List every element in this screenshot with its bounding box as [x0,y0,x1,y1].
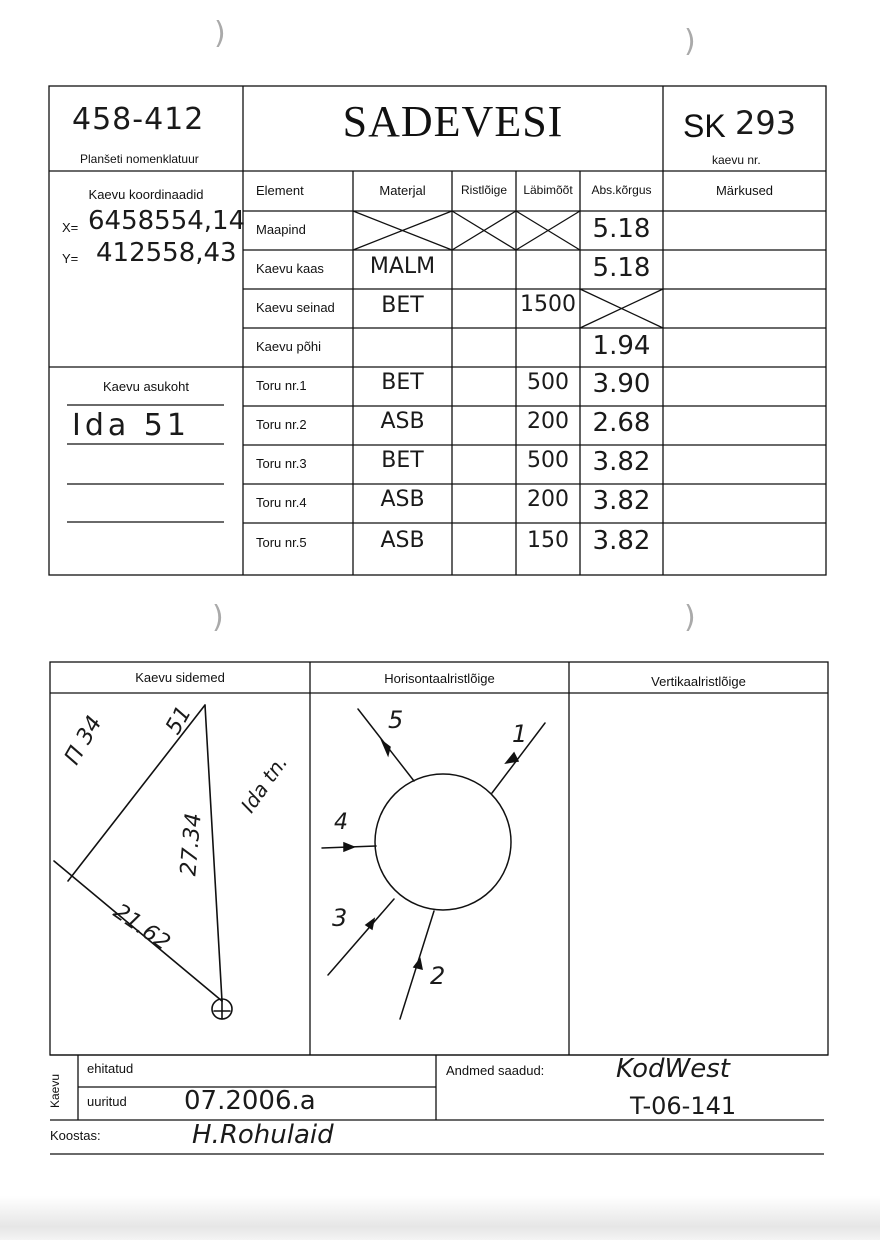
pipe-label-4: 4 [334,810,348,835]
sheet-number: 458-412 [72,102,205,137]
horizontal-section-label: Horisontaalristlõige [384,671,495,686]
header-notes: Märkused [715,183,774,198]
author-name: H.Rohulaid [192,1120,334,1150]
well-label: kaevu nr. [712,153,761,167]
street-label: Ida tn. [235,750,293,818]
header-abs-height: Abs.kõrgus [591,183,652,197]
row-element-label: Toru nr.2 [256,417,307,432]
data-source-label: Andmed saadud: [446,1063,545,1078]
row-height-value: 5.18 [592,214,651,244]
footer-side-label: Kaevu [48,1073,63,1109]
row-element-label: Kaevu seinad [256,300,335,315]
page-title: SADEVESI [342,97,564,146]
punch-mark: ) [214,16,226,51]
pipe-label-2: 2 [430,962,446,990]
scan-edge-shadow [0,1196,880,1240]
well-number: 293 [735,104,797,142]
header-cross-section: Ristlõige [460,183,508,197]
row-material-value: BET [381,448,424,473]
row-diameter-value: 500 [527,448,569,473]
data-source-company: KodWest [616,1054,730,1084]
tie-distance-a: 27.34 [176,812,207,877]
row-height-value: 1.94 [592,331,651,361]
row-height-value: 3.82 [592,526,651,556]
row-element-label: Toru nr.1 [256,378,307,393]
header-element: Element [256,183,304,198]
data-source-code: T-06-141 [630,1092,737,1120]
row-element-label: Toru nr.4 [256,495,307,510]
row-diameter-value: 1500 [520,292,576,317]
row-height-value: 3.90 [592,369,651,399]
vertical-section-label: Vertikaalristlõige [651,674,746,689]
row-element-label: Kaevu põhi [256,339,322,354]
y-coordinate: 412558,43 [96,238,237,268]
row-diameter-value: 200 [527,409,569,434]
row-height-value: 3.82 [592,447,651,477]
row-material-value: ASB [380,487,425,512]
punch-mark: ) [212,600,224,635]
tie-mark-b: 51 [161,702,197,739]
horizontal-section-sketch [310,693,569,1053]
header-diameter: Läbimõõt [523,183,573,197]
punch-mark: ) [684,600,696,635]
location-label: Kaevu asukoht [102,379,189,394]
row-element-label: Kaevu kaas [256,261,324,276]
x-prefix: X= [62,220,79,235]
row-diameter-value: 500 [527,370,569,395]
well-prefix: SK [683,108,726,144]
pipe-label-3: 3 [332,904,348,932]
tie-distance-b: 21.62 [108,899,175,956]
row-material-value: ASB [380,528,425,553]
row-diameter-value: 200 [527,487,569,512]
tie-mark-a: П 34 [60,711,108,770]
row-element-label: Toru nr.3 [256,456,307,471]
row-material-value: MALM [369,254,436,279]
pipe-label-1: 1 [512,720,528,748]
x-coordinate: 6458554,14 [88,206,246,236]
row-material-value: BET [381,370,424,395]
row-diameter-value: 150 [527,528,569,553]
row-element-label: Toru nr.5 [256,535,307,550]
row-element-label: Maapind [256,222,306,237]
row-material-value: ASB [380,409,425,434]
row-height-value: 3.82 [592,486,651,516]
row-height-value: 2.68 [592,408,651,438]
pipe-label-5: 5 [388,706,404,734]
built-label: ehitatud [87,1061,134,1076]
surveyed-label: uuritud [87,1094,127,1109]
coordinates-label: Kaevu koordinaadid [88,187,204,202]
location-value: Ida 51 [72,408,190,443]
punch-mark: ) [684,24,696,59]
ties-label: Kaevu sidemed [135,670,225,685]
row-height-value: 5.18 [592,253,651,283]
header-material: Materjal [379,183,426,198]
row-material-value: BET [381,293,424,318]
sheet-label: Planšeti nomenklatuur [80,152,199,166]
author-label: Koostas: [50,1128,101,1143]
surveyed-date: 07.2006.a [184,1086,316,1116]
y-prefix: Y= [62,251,79,266]
